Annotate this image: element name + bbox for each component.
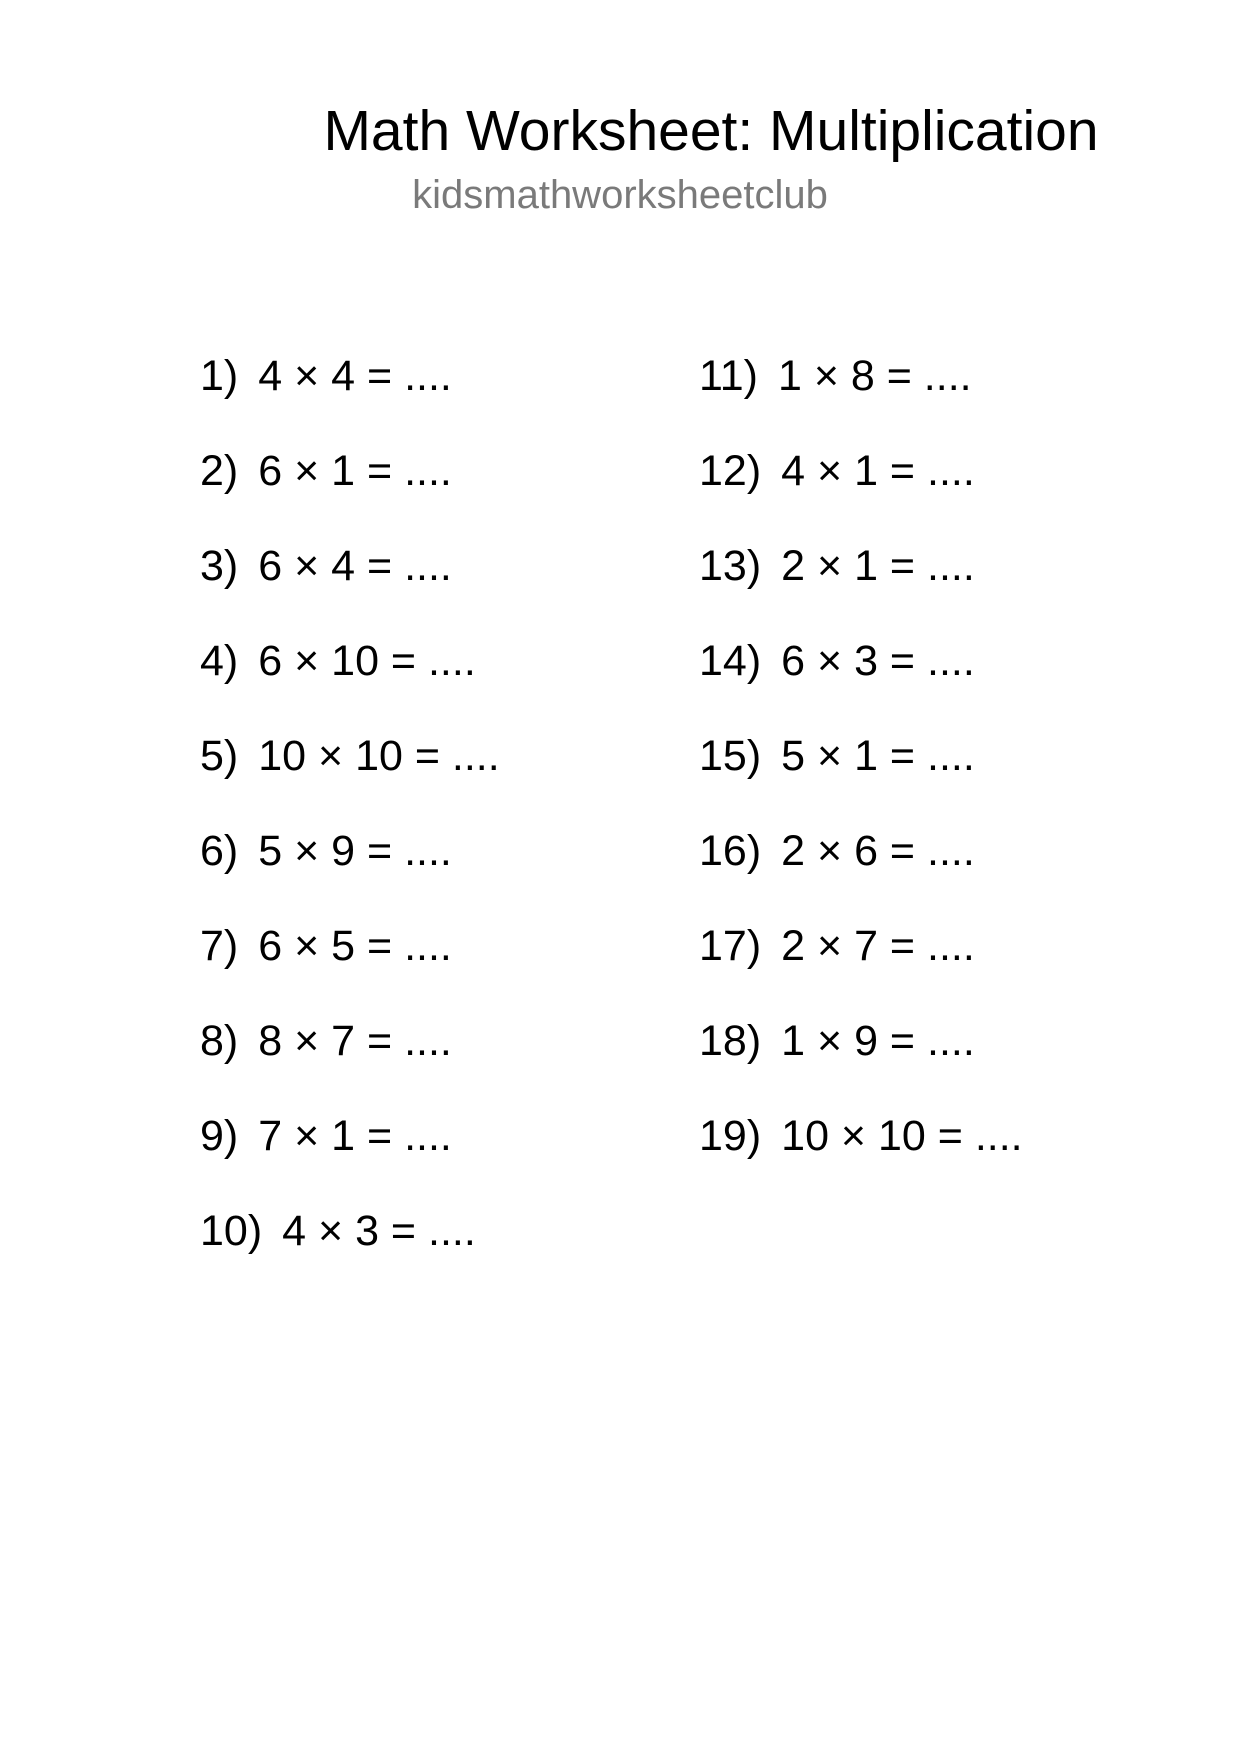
problem-expression: 6 × 5 = .... <box>258 922 452 970</box>
problem-item <box>200 726 500 821</box>
problem-expression: 2 × 1 = .... <box>781 542 975 590</box>
problem-item <box>699 441 1023 536</box>
problem-expression: 7 × 1 = .... <box>258 1112 452 1160</box>
problem-expression: 2 × 6 = .... <box>781 827 975 875</box>
problem-item <box>200 1201 500 1296</box>
problem-number: 9) <box>200 1112 239 1160</box>
problem-item <box>699 536 1023 631</box>
problem-column-left <box>200 346 500 1296</box>
problem-number: 12) <box>699 447 762 495</box>
problem-item <box>200 916 500 1011</box>
problem-number: 6) <box>200 827 239 875</box>
problem-number: 8) <box>200 1017 239 1065</box>
problem-expression: 5 × 1 = .... <box>781 732 975 780</box>
problem-item <box>200 346 500 441</box>
problem-item <box>699 346 1023 441</box>
problem-expression: 2 × 7 = .... <box>781 922 975 970</box>
problem-expression: 5 × 9 = .... <box>258 827 452 875</box>
problem-number: 11) <box>699 352 758 400</box>
problem-expression: 8 × 7 = .... <box>258 1017 452 1065</box>
problem-number: 3) <box>200 542 239 590</box>
problem-item <box>699 726 1023 821</box>
problem-expression: 10 × 10 = .... <box>258 732 500 780</box>
problem-item <box>699 821 1023 916</box>
problem-number: 2) <box>200 447 239 495</box>
worksheet-header <box>0 96 1240 220</box>
problem-number: 13) <box>699 542 762 590</box>
problem-item <box>200 821 500 916</box>
problem-expression: 6 × 10 = .... <box>258 637 476 685</box>
problem-number: 4) <box>200 637 239 685</box>
problem-number: 18) <box>699 1017 762 1065</box>
problem-number: 19) <box>699 1112 762 1160</box>
page-title: Math Worksheet: Multiplication <box>323 99 1099 163</box>
problem-expression: 4 × 4 = .... <box>258 352 452 400</box>
problem-expression: 10 × 10 = .... <box>781 1112 1023 1160</box>
problem-number: 10) <box>200 1207 263 1255</box>
problem-item <box>200 441 500 536</box>
problem-expression: 1 × 9 = .... <box>781 1017 975 1065</box>
problem-item <box>200 1011 500 1106</box>
problem-item <box>699 1011 1023 1106</box>
problem-number: 17) <box>699 922 762 970</box>
problem-number: 15) <box>699 732 762 780</box>
problem-item <box>200 631 500 726</box>
problem-item <box>699 631 1023 726</box>
problem-expression: 4 × 3 = .... <box>282 1207 476 1255</box>
problem-item <box>200 1106 500 1201</box>
problem-expression: 1 × 8 = .... <box>777 352 972 400</box>
problem-expression: 6 × 1 = .... <box>258 447 452 495</box>
problem-number: 16) <box>699 827 762 875</box>
site-name: kidsmathworksheetclub <box>412 173 828 217</box>
problem-number: 5) <box>200 732 239 780</box>
problem-number: 7) <box>200 922 239 970</box>
problem-item <box>200 536 500 631</box>
problem-expression: 6 × 4 = .... <box>258 542 452 590</box>
problem-expression: 6 × 3 = .... <box>781 637 975 685</box>
problem-item <box>699 1106 1023 1201</box>
problem-expression: 4 × 1 = .... <box>781 447 975 495</box>
problem-item <box>699 916 1023 1011</box>
problem-column-right <box>699 346 1023 1201</box>
problem-number: 1) <box>200 352 239 400</box>
problem-number: 14) <box>699 637 762 685</box>
